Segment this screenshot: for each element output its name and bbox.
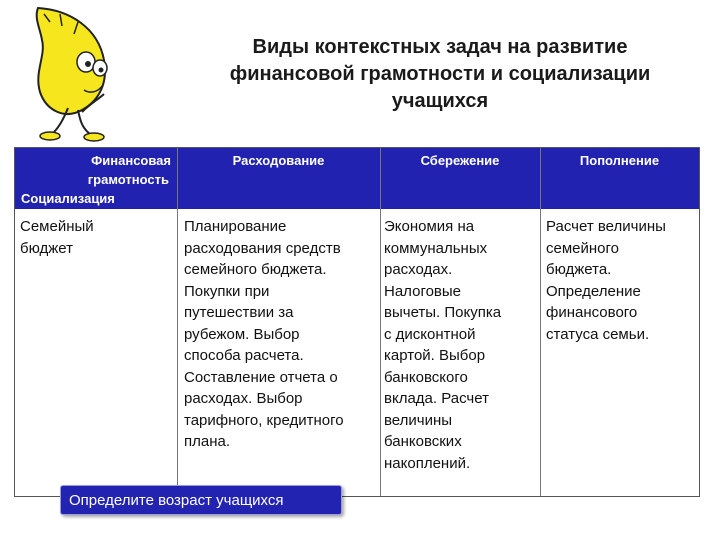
mascot-illustration [20, 0, 170, 150]
corner-header-line: Финансовая [91, 153, 171, 168]
cell-line: вычеты. Покупка [384, 304, 502, 321]
cell-line: рубежом. Выбор [184, 325, 300, 343]
corner-header-line: грамотность [87, 172, 169, 187]
cell-line: Экономия на [384, 218, 475, 235]
saving-cell [380, 216, 540, 474]
column-header-saving: Сбережение [420, 153, 500, 168]
column-header-spending: Расходование [232, 153, 325, 168]
cell-line: расходах. [384, 261, 453, 278]
cell-line: бюджет [20, 239, 74, 257]
table-header-row [15, 148, 699, 209]
spending-cell [177, 216, 380, 453]
cell-line: Покупки при [184, 282, 270, 300]
cell-line: накоплений. [384, 454, 471, 472]
cell-line: способа расчета. [184, 347, 304, 364]
slide-title-line: финансовой грамотности и социализации [229, 63, 651, 85]
cell-line: Семейный [20, 218, 94, 235]
cell-line: семейного [546, 239, 619, 257]
cell-line: путешествии за [184, 304, 294, 321]
cell-line: картой. Выбор [384, 347, 486, 364]
cell-line: семейного бюджета. [184, 261, 327, 278]
age-prompt-banner: Определите возраст учащихся [60, 485, 342, 515]
cell-line: Определение [546, 282, 641, 300]
column-header-replenishment: Пополнение [579, 153, 660, 168]
task-table [14, 147, 700, 497]
slide-title-line: Виды контекстных задач на развитие [252, 36, 628, 58]
cell-line: Налоговые [384, 282, 462, 300]
row-label-cell [15, 216, 175, 259]
cell-line: расходах. Выбор [184, 390, 303, 407]
slide-title [180, 34, 700, 115]
cell-line: величины [384, 411, 453, 429]
cell-line: банковского [384, 368, 468, 386]
cell-line: Планирование [184, 218, 287, 235]
cell-line: бюджета. [546, 261, 612, 278]
corner-header-line: Социализация [21, 191, 115, 206]
cell-line: вклада. Расчет [384, 390, 489, 407]
cell-line: плана. [184, 433, 231, 450]
cell-line: банковских [384, 433, 462, 450]
cell-line: расходования средств [184, 239, 341, 257]
cell-line: финансового [546, 304, 638, 321]
cell-line: Расчет величины [546, 218, 666, 235]
cell-line: тарифного, кредитного [184, 411, 344, 429]
cell-line: Составление отчета о [184, 368, 338, 386]
cell-line: с дисконтной [384, 325, 476, 343]
corner-header [15, 148, 177, 209]
cell-line: статуса семьи. [546, 325, 650, 343]
cell-line: коммунальных [384, 239, 488, 257]
slide-title-line: учащихся [391, 90, 489, 112]
replenishment-cell [540, 216, 699, 345]
